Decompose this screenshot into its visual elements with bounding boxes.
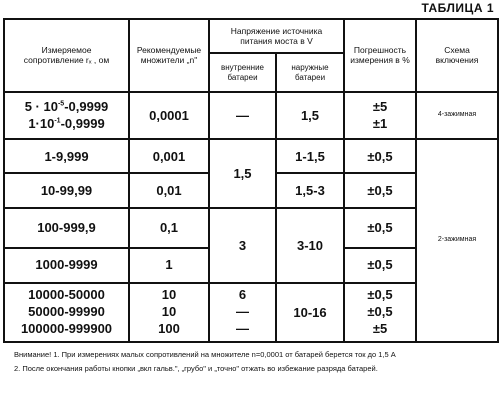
external-battery-value: 10-16 bbox=[276, 283, 344, 342]
error-value: ±5 ±1 bbox=[344, 92, 416, 139]
header-voltage: Напряжение источника питания моста в V bbox=[209, 19, 344, 53]
error-value: ±0,5 bbox=[344, 208, 416, 248]
scheme-4wire: 4-зажимная bbox=[416, 92, 498, 139]
internal-battery-value: 6 — — bbox=[209, 283, 276, 342]
resistance-range: 10-99,99 bbox=[4, 173, 129, 207]
resistance-range: 1000-9999 bbox=[4, 248, 129, 283]
resistance-range: 1-9,999 bbox=[4, 139, 129, 173]
external-battery-value: 3-10 bbox=[276, 208, 344, 283]
note-1: Внимание! 1. При измерениях малых сопротивлений на множителе n=0,0001 от батарей берется ток до 1,5 А bbox=[14, 350, 396, 359]
scheme-2wire: 2-зажимная bbox=[416, 139, 498, 342]
table-row bbox=[4, 92, 498, 139]
header-scheme: Схема включения bbox=[416, 19, 498, 92]
error-value: ±0,5 bbox=[344, 139, 416, 173]
table-row bbox=[4, 139, 498, 173]
internal-battery-value: 3 bbox=[209, 208, 276, 283]
external-battery-value: 1,5-3 bbox=[276, 173, 344, 207]
header-error: Погрешность измерения в % bbox=[344, 19, 416, 92]
table-notes bbox=[4, 350, 496, 379]
external-battery-value: 1-1,5 bbox=[276, 139, 344, 173]
multiplier-value: 10 10 100 bbox=[129, 283, 209, 342]
note-2: 2. После окончания работы кнопки „вкл гальв.", „грубо" и „точно" отжать во избежание разряда батарей. bbox=[14, 364, 378, 374]
multiplier-value: 0,1 bbox=[129, 208, 209, 248]
multiplier-value: 0,001 bbox=[129, 139, 209, 173]
external-battery-value: 1,5 bbox=[276, 92, 344, 139]
header-internal-battery: внутренние батареи bbox=[209, 53, 276, 92]
resistance-range: $5 \cdot 10^{-5}-0,9999$ $1\cdot 10^{-1}-0,9999$ bbox=[4, 92, 129, 139]
header-external-battery: наружные батареи bbox=[276, 53, 344, 92]
internal-battery-value: 1,5 bbox=[209, 139, 276, 208]
measurement-table bbox=[3, 18, 499, 343]
multiplier-value: 0,0001 bbox=[129, 92, 209, 139]
header-multiplier: Рекомендуемые множители „n" bbox=[129, 19, 209, 92]
error-value: ±0,5 bbox=[344, 248, 416, 283]
resistance-range: 100-999,9 bbox=[4, 208, 129, 248]
table-title: ТАБЛИЦА 1 bbox=[421, 1, 494, 15]
multiplier-value: 0,01 bbox=[129, 173, 209, 207]
internal-battery-value: — bbox=[209, 92, 276, 139]
resistance-range: 10000-50000 50000-99990 100000-999900 bbox=[4, 283, 129, 342]
multiplier-value: 1 bbox=[129, 248, 209, 283]
header-resistance: Измеряемое сопротивление rₓ , ом bbox=[4, 19, 129, 92]
error-value: ±0,5 ±0,5 ±5 bbox=[344, 283, 416, 342]
error-value: ±0,5 bbox=[344, 173, 416, 207]
